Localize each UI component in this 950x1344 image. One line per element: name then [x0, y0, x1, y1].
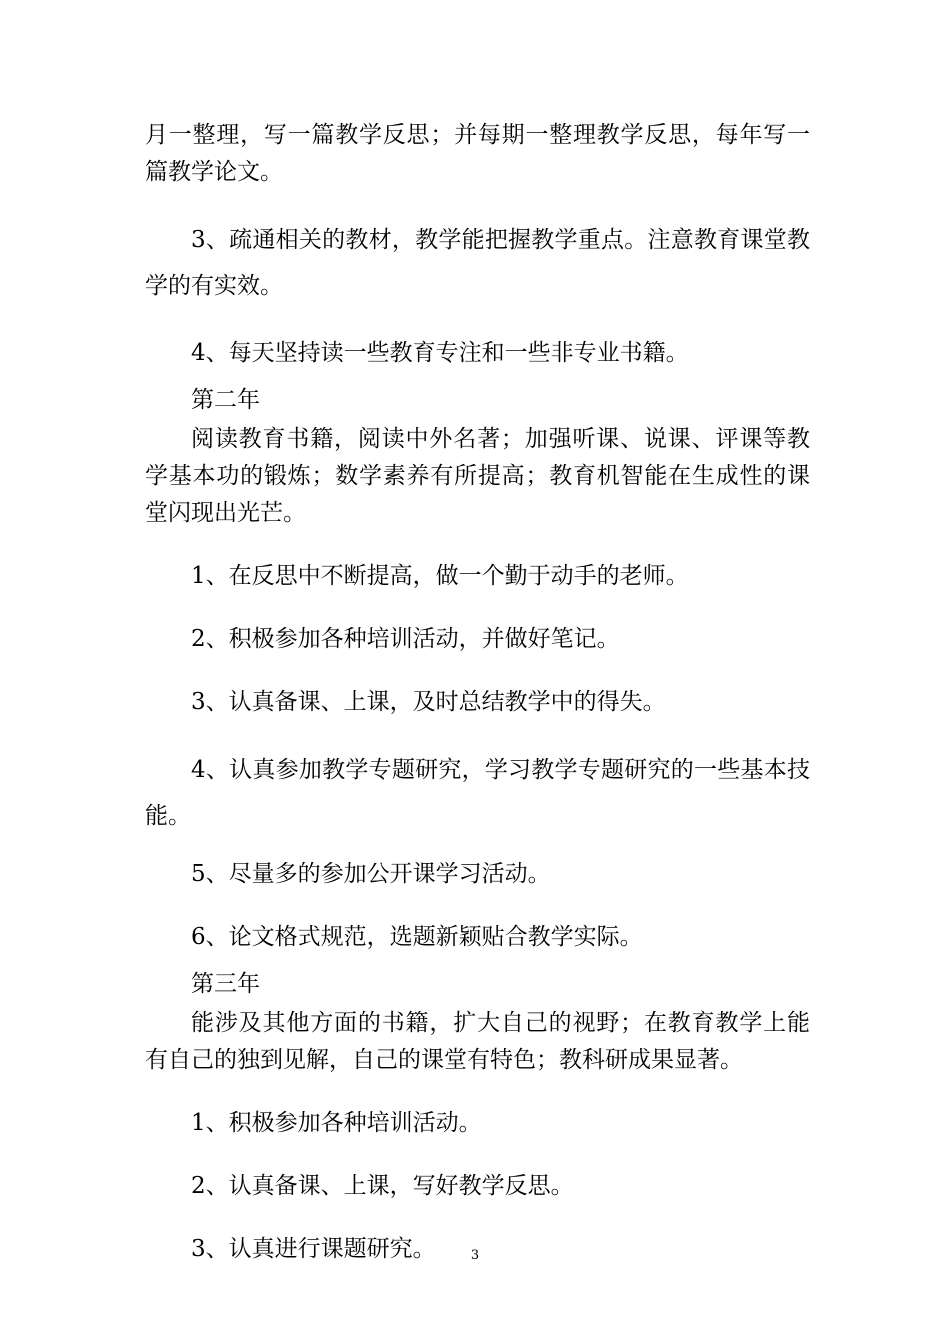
paragraph-year-2-item-1: 1、在反思中不断提高，做一个勤于动手的老师。 — [191, 563, 689, 589]
paragraph-year-3-item-3: 3、认真进行课题研究。 — [191, 1236, 436, 1262]
paragraph-item-3: 3、疏通相关的教材，教学能把握教学重点。注意教育课堂教学的有实效。 — [145, 227, 810, 299]
paragraph-year-3-item-1: 1、积极参加各种培训活动。 — [191, 1110, 482, 1136]
paragraph-year-3-item-2: 2、认真备课、上课，写好教学反思。 — [191, 1173, 574, 1199]
paragraph-year-2-item-4: 4、认真参加教学专题研究，学习教学专题研究的一些基本技能。 — [145, 757, 810, 829]
paragraph-year-2-item-6: 6、论文格式规范，选题新颖贴合教学实际。 — [191, 924, 643, 950]
paragraph-year-3-goals: 能涉及其他方面的书籍，扩大自己的视野；在教育教学上能有自己的独到见解，自己的课堂有特色；教科研成果显著。 — [145, 1010, 810, 1073]
paragraph-year-2-item-3: 3、认真备课、上课，及时总结教学中的得失。 — [191, 689, 666, 715]
page-number: 3 — [470, 1248, 480, 1263]
paragraph-year-2-item-2: 2、积极参加各种培训活动，并做好笔记。 — [191, 626, 620, 652]
paragraph-item-4: 4、每天坚持读一些教育专注和一些非专业书籍。 — [191, 340, 689, 366]
paragraph-continuation: 月一整理，写一篇教学反思；并每期一整理教学反思，每年写一篇教学论文。 — [145, 122, 810, 185]
section-heading-year-3: 第三年 — [191, 971, 260, 997]
section-heading-year-2: 第二年 — [191, 387, 260, 413]
paragraph-year-2-goals: 阅读教育书籍，阅读中外名著；加强听课、说课、评课等教学基本功的锻炼；数学素养有所提高；教育机智能在生成性的课堂闪现出光芒。 — [145, 426, 810, 526]
paragraph-year-2-item-5: 5、尽量多的参加公开课学习活动。 — [191, 861, 551, 887]
document-body — [145, 117, 810, 1268]
